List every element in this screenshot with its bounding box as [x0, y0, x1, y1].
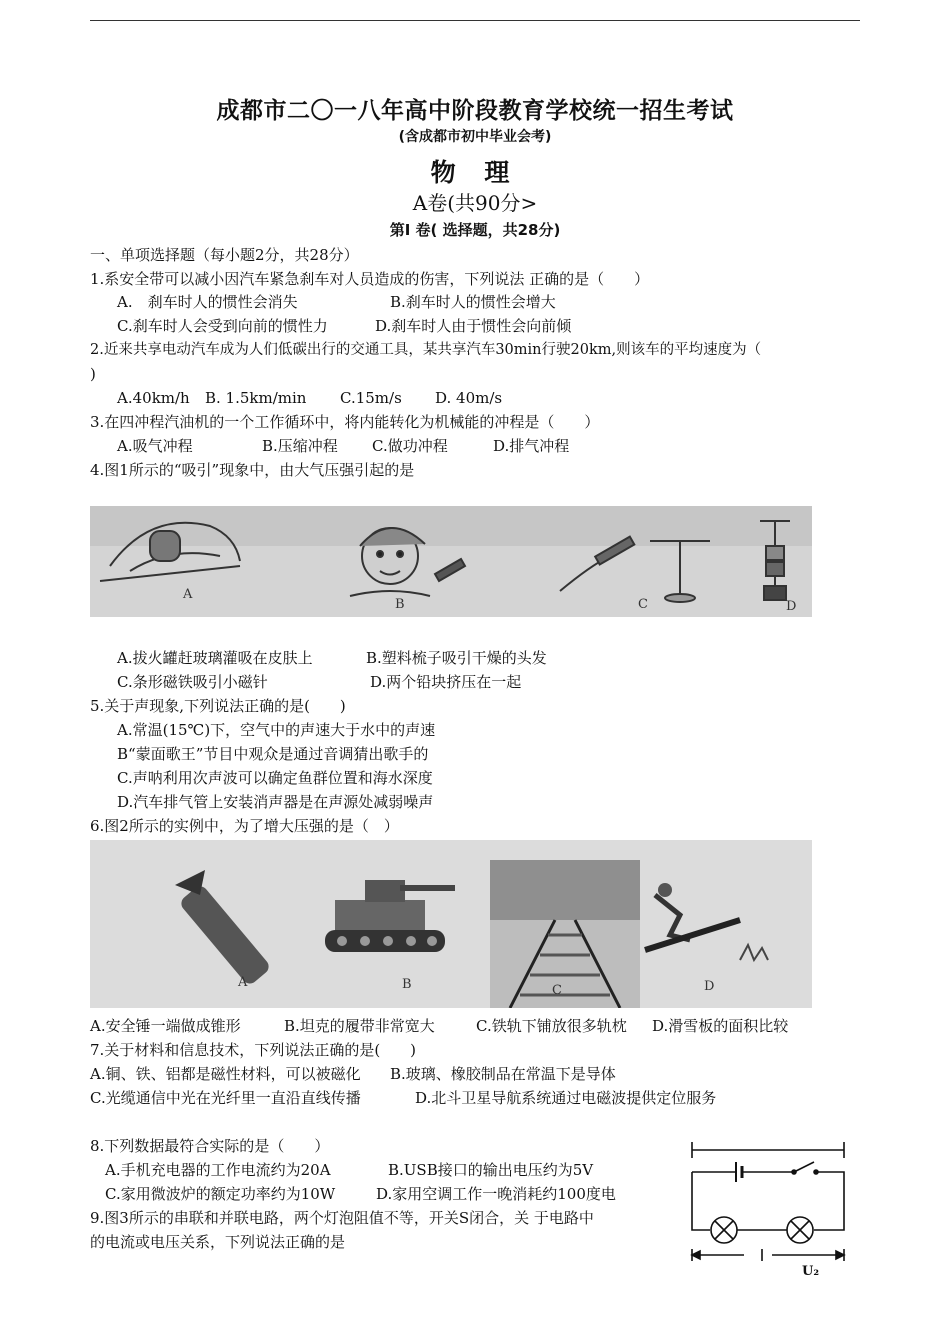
- q1-option-d: D.刹车时人由于惯性会向前倾: [375, 317, 572, 335]
- figure-2: [90, 840, 812, 1008]
- u2-label: U₂: [802, 1264, 820, 1279]
- question-6: 6.图2所示的实例中，为了增大压强的是（ ）: [90, 817, 399, 835]
- q1-option-a: A. 刹车时人的惯性会消失: [117, 293, 298, 311]
- railway-track-illustration: [490, 860, 640, 1008]
- q4-option-d: D.两个铅块挤压在一起: [370, 673, 522, 691]
- q5-option-d: D.汽车排气管上安装消声器是在声源处减弱噪声: [117, 793, 434, 811]
- fig2-label-b: B: [402, 977, 412, 992]
- q6-option-a: A.安全锤一端做成锥形: [90, 1017, 241, 1035]
- q8-option-a: A.手机充电器的工作电流约为20A: [105, 1161, 331, 1179]
- q7-option-d: D.北斗卫星导航系统通过电磁波提供定位服务: [415, 1089, 717, 1107]
- q4-option-a: A.拔火罐赶玻璃灌吸在皮肤上: [117, 649, 313, 667]
- fig1-label-a: A: [183, 587, 193, 602]
- q5-option-b: B“蒙面歌王”节目中观众是通过音调猜出歌手的: [117, 745, 429, 763]
- fig1-label-c: C: [638, 597, 648, 612]
- exam-title: 成都市二〇一八年高中阶段教育学校统一招生考试: [216, 98, 734, 124]
- fig1-label-b: B: [395, 597, 405, 612]
- question-2-cont: ): [90, 365, 96, 383]
- q2-option-b: B. 1.5km/min: [205, 389, 307, 407]
- question-8: 8.下列数据最符合实际的是（ ）: [90, 1137, 330, 1155]
- question-7: 7.关于材料和信息技术，下列说法正确的是( ): [90, 1041, 417, 1059]
- q3-option-a: A.吸气冲程: [117, 437, 193, 455]
- section-heading: 一、单项选择题（每小题2分，共28分）: [90, 246, 359, 264]
- q7-option-b: B.玻璃、橡胶制品在常温下是导体: [390, 1065, 616, 1083]
- exam-subtitle: (含成都市初中毕业会考): [398, 129, 552, 145]
- q8-option-c: C.家用微波炉的额定功率约为10W: [105, 1185, 336, 1203]
- part-one-title: 第I 卷( 选择题，共28分): [389, 221, 561, 239]
- question-9: 9.图3所示的串联和并联电路，两个灯泡阻值不等，开关S闭合，关 于电路中: [90, 1209, 594, 1227]
- question-5: 5.关于声现象,下列说法正确的是( ): [90, 697, 346, 715]
- q2-option-d: D. 40m/s: [435, 389, 503, 407]
- fig1-label-d: D: [786, 599, 797, 614]
- question-2: 2.近来共享电动汽车成为人们低碳出行的交通工具，某共享汽车30min行驶20km,则该车的平均速度为（: [90, 342, 762, 358]
- header-rule: [90, 20, 860, 21]
- q3-option-c: C.做功冲程: [372, 437, 448, 455]
- q4-option-c: C.条形磁铁吸引小磁针: [117, 673, 268, 691]
- q1-option-c: C.刹车时人会受到向前的惯性力: [117, 317, 328, 335]
- question-4: 4.图1所示的“吸引”现象中，由大气压强引起的是: [90, 461, 415, 479]
- q4-option-b: B.塑料梳子吸引干燥的头发: [366, 649, 547, 667]
- q6-option-c: C.铁轨下铺放很多轨枕: [476, 1017, 627, 1035]
- switch-lever: [794, 1162, 814, 1172]
- paper-a-title: A卷(共90分>: [412, 191, 538, 215]
- q2-option-a: A.40km/h: [117, 389, 190, 407]
- q3-option-b: B.压缩冲程: [262, 437, 338, 455]
- q5-option-c: C.声呐利用次声波可以确定鱼群位置和海水深度: [117, 769, 433, 787]
- figure-1: [90, 506, 812, 617]
- fig2-label-a: A: [238, 975, 248, 990]
- question-9-cont: 的电流或电压关系，下列说法正确的是: [90, 1233, 346, 1251]
- q6-option-d: D.滑雪板的面积比较: [652, 1017, 789, 1035]
- q8-option-b: B.USB接口的输出电压约为5V: [388, 1161, 594, 1179]
- fig2-label-c: C: [552, 983, 562, 998]
- q6-option-b: B.坦克的履带非常宽大: [284, 1017, 435, 1035]
- fig2-label-d: D: [704, 979, 715, 994]
- subject-title: 物 理: [430, 158, 520, 187]
- q2-option-c: C.15m/s: [340, 389, 402, 407]
- question-1: 1.系安全带可以减小因汽车紧急刹车对人员造成的伤害，下列说法 正确的是（ ）: [90, 270, 650, 288]
- q8-option-d: D.家用空调工作一晚消耗约100度电: [376, 1185, 616, 1203]
- q3-option-d: D.排气冲程: [493, 437, 570, 455]
- figure-3-circuit: [684, 1130, 852, 1282]
- q7-option-c: C.光缆通信中光在光纤里一直沿直线传播: [90, 1089, 361, 1107]
- q1-option-b: B.刹车时人的惯性会增大: [390, 293, 556, 311]
- question-3: 3.在四冲程汽油机的一个工作循环中，将内能转化为机械能的冲程是（ ）: [90, 413, 600, 431]
- q7-option-a: A.铜、铁、铝都是磁性材料，可以被磁化: [90, 1065, 361, 1083]
- q5-option-a: A.常温(15℃)下，空气中的声速大于水中的声速: [117, 721, 436, 739]
